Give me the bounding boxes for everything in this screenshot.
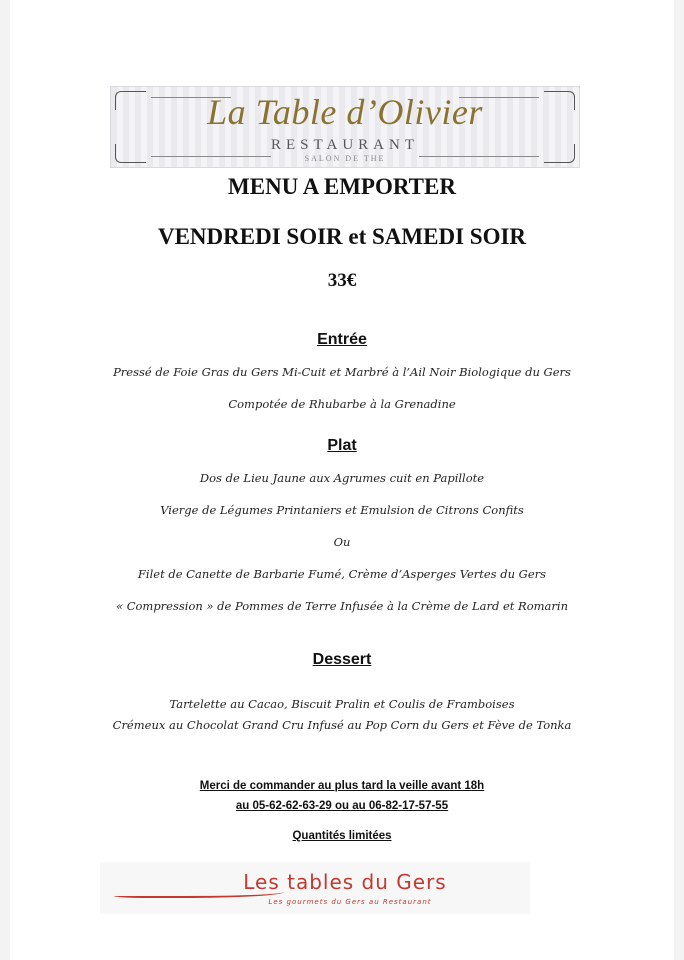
- section-heading-dessert: Dessert: [312, 651, 372, 668]
- order-deadline-note: Merci de commander au plus tard la veille avant 18h: [199, 780, 485, 792]
- footer-logo: [100, 862, 530, 914]
- dish-item: Compotée de Rhubarbe à la Grenadine: [228, 397, 456, 411]
- dish-item: Dos de Lieu Jaune aux Agrumes cuit en Papillote: [199, 471, 485, 485]
- restaurant-name: La Table d’Olivier: [207, 92, 483, 132]
- section-heading-entree: Entrée: [317, 331, 367, 348]
- footer-logo-name: Les tables du Gers: [243, 870, 447, 894]
- footer-logo-tagline: Les gourmets du Gers au Restaurant: [268, 898, 432, 906]
- dish-item: Tartelette au Cacao, Biscuit Pralin et Coulis de Framboises: [169, 697, 515, 711]
- section-heading-plat: Plat: [327, 437, 357, 454]
- menu-title: MENU A EMPORTER: [228, 174, 456, 199]
- restaurant-tagline: SALON DE THE: [304, 154, 386, 163]
- dish-item: « Compression » de Pommes de Terre Infusée à la Crème de Lard et Romarin: [116, 599, 568, 613]
- dish-item: Pressé de Foie Gras du Gers Mi-Cuit et Marbré à l’Ail Noir Biologique du Gers: [113, 365, 571, 379]
- menu-days: VENDREDI SOIR et SAMEDI SOIR: [157, 224, 527, 249]
- restaurant-subtitle: RESTAURANT: [271, 137, 419, 153]
- dish-item: Vierge de Légumes Printaniers et Emulsion de Citrons Confits: [160, 503, 524, 517]
- menu-price: 33€: [327, 270, 357, 291]
- dish-separator: Ou: [333, 535, 351, 549]
- limited-quantities-note: Quantités limitées: [292, 830, 392, 842]
- dish-item: Filet de Canette de Barbarie Fumé, Crème d’Asperges Vertes du Gers: [137, 567, 547, 581]
- order-phone-numbers: au 05-62-62-63-29 ou au 06-82-17-57-55: [235, 800, 449, 812]
- restaurant-logo-banner: [110, 86, 580, 168]
- dish-item: Crémeux au Chocolat Grand Cru Infusé au Pop Corn du Gers et Fève de Tonka: [112, 718, 572, 732]
